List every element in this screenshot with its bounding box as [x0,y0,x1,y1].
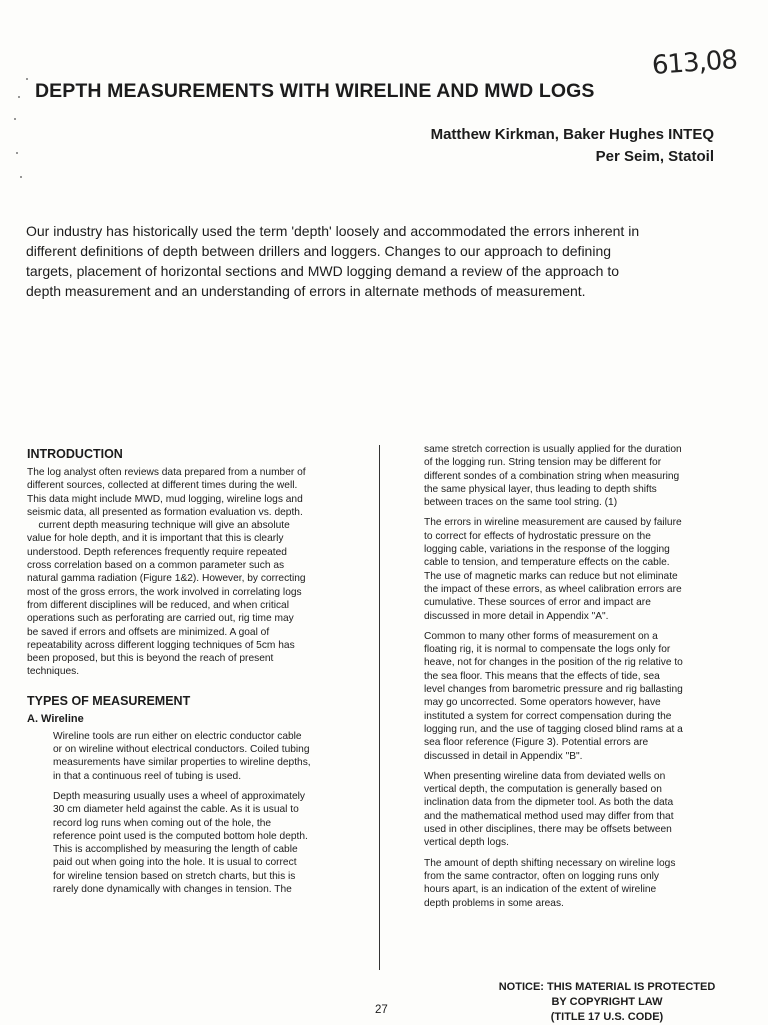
paper-title: DEPTH MEASUREMENTS WITH WIRELINE AND MWD LOGS [35,80,595,102]
text-line: most of the gross errors, the work involved in correlating logs [27,586,302,598]
text-line: record log runs when coming out of the hole, the [53,817,272,829]
text-line: repeatability across different logging techniques of 5cm has [27,639,295,651]
scan-speck [16,152,18,154]
text-line: floating rig, it is normal to compensate the logs only for [424,644,671,656]
text-line: to correct for effects of hydrostatic pressure on the [424,530,651,542]
text-line: same stretch correction is usually applied for the duration [424,444,682,455]
body-paragraph [424,630,734,763]
text-line: may go uncorrected. Some operators however, have [424,697,661,709]
text-line: measurements have similar properties to wireline depths, [53,757,311,769]
text-line: The amount of depth shifting necessary on wireline logs [424,857,676,869]
text-line: the same physical layer, thus leading to depth shifts [424,483,657,495]
text-line: techniques. [27,666,80,678]
text-line: depth problems in some areas. [424,897,564,909]
introduction-paragraph [27,466,357,679]
scan-speck [26,78,28,80]
section-heading-introduction: INTRODUCTION [27,447,123,461]
text-line: value for hole depth, and it is important that this is clearly [27,533,284,545]
text-line: for wireline tension based on stretch charts, but this is [53,870,296,882]
abstract-line: Our industry has historically used the term 'depth' loosely and accommodated the errors inherent in [26,223,640,239]
text-line: the sea floor. This means that the effects of tide, sea [424,670,660,682]
text-line: vertical depth logs. [424,837,509,849]
text-line: cross correlation based on a common parameter such as [27,560,285,572]
wireline-paragraph [27,730,357,783]
scan-speck [18,96,20,98]
text-line: understood. Depth references frequently require repeated [27,546,287,558]
text-line: The log analyst often reviews data prepared from a number of [27,467,306,478]
copyright-notice [482,980,732,1025]
notice-line: NOTICE: THIS MATERIAL IS PROTECTED [498,981,716,993]
text-line: The use of magnetic marks can reduce but not eliminate [424,570,678,582]
text-line: current depth measuring technique will give an absolute [27,520,290,532]
author-line: Matthew Kirkman, Baker Hughes INTEQ [430,126,714,143]
text-line: reference point used is the computed bottom hole depth. [53,830,308,842]
text-line: cable to tension, and temperature effects on the cable. [424,557,670,569]
text-line: rarely done dynamically with changes in tension. The [53,884,292,896]
text-line: from different disciplines will be reduced, and when critical [27,599,289,611]
text-line: inclination data from the dipmeter tool. As both the data [424,797,674,809]
wireline-paragraph [27,790,357,896]
text-line: operations such as perforating are carried out, rig time may [27,613,294,625]
text-line: or on wireline without electrical conductors. Coiled tubing [53,744,310,756]
text-line: the impact of these errors, as wheel calibration errors are [424,583,682,595]
left-column [27,446,357,896]
text-line: The errors in wireline measurement are caused by failure [424,517,682,529]
text-line: discussed in more detail in Appendix "A". [424,610,609,622]
text-line: logging cable, variations in the response of the logging [424,544,670,556]
text-line: This data might include MWD, mud logging, wireline logs and [27,493,303,505]
text-line: level changes from barometric pressure and rig ballasting [424,684,683,696]
text-line: Common to many other forms of measurement on a [424,630,658,642]
text-line: vertical depth, the computation is generally based on [424,784,662,796]
text-line: sea floor reference (Figure 3). Potential errors are [424,737,649,749]
body-paragraph [424,443,734,509]
text-line: different sources, collected at different times during the well. [27,480,298,492]
text-line: from the same contractor, often on logging runs only [424,870,660,882]
body-paragraph [424,516,734,622]
page-number: 27 [375,1004,388,1016]
subsection-heading-wireline: A. Wireline [27,712,84,725]
text-line: been proposed, but this is beyond the reach of present [27,653,274,665]
notice-line: (TITLE 17 U.S. CODE) [550,1011,664,1023]
text-line: This is accomplished by measuring the length of cable [53,844,298,856]
section-heading-types-of-measurement: TYPES OF MEASUREMENT [27,693,191,708]
text-line: used in other disciplines, there may be offsets between [424,824,672,836]
text-line: paid out when going into the hole. It is usual to correct [53,857,297,869]
text-line: 30 cm diameter held against the cable. As it is usual to [53,804,299,816]
text-line: logging run, and the use of tagging closed blind rams at a [424,723,683,735]
text-line: Wireline tools are run either on electric conductor cable [53,730,302,742]
text-line: of the logging run. String tension may be different for [424,457,662,469]
abstract-line: different definitions of depth between drillers and loggers. Changes to our approach to defining [26,243,612,259]
text-line: natural gamma radiation (Figure 1&2). However, by correcting [27,573,306,585]
scan-speck [14,118,16,120]
right-column [424,443,734,910]
body-paragraph [424,770,734,850]
notice-line: BY COPYRIGHT LAW [551,996,663,1008]
body-paragraph [424,857,734,910]
author-line: Per Seim, Statoil [595,148,714,165]
abstract [26,221,726,301]
handwritten-reference-number: 613,08 [651,45,738,81]
text-line: in that a continuous reel of tubing is used. [53,770,242,782]
text-line: Depth measuring usually uses a wheel of approximately [53,790,305,802]
abstract-line: depth measurement and an understanding of errors in alternate methods of measurement. [26,283,586,299]
text-line: cumulative. These sources of error and impact are [424,597,651,609]
scan-speck [20,176,22,178]
text-line: and the mathematical method used may differ from that [424,810,674,822]
text-line: different sondes of a combination string when measuring [424,470,680,482]
column-divider [379,445,380,970]
text-line: When presenting wireline data from deviated wells on [424,770,666,782]
text-line: discussed in detail in Appendix "B". [424,750,583,762]
text-line: between traces on the same tool string. (1) [424,497,618,509]
text-line: instituted a system for correct compensation during the [424,710,672,722]
text-line: heave, not for changes in the position of the rig relative to [424,657,683,669]
text-line: hours apart, is an indication of the extent of wireline [424,884,657,896]
text-line: be saved if errors and offsets are minimized. A goal of [27,626,270,638]
text-line: seismic data, all presented as formation evaluation vs. depth. [27,506,303,518]
abstract-line: targets, placement of horizontal sections and MWD logging demand a review of the approach to [26,263,619,279]
